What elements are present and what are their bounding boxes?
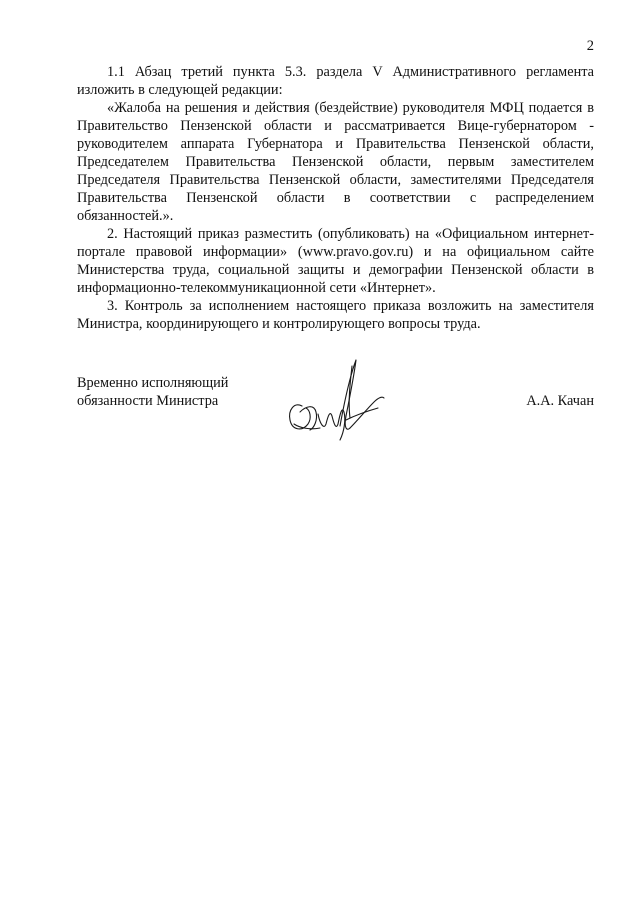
document-body: [77, 63, 594, 333]
paragraph-2: 2. Настоящий приказ разместить (опубликовать) на «Официальном интернет-портале правовой информации» (www.pravo.gov.ru) и на официальном сайте Министерства труда, социальной защиты и демографии Пензенской области в информационно-телекоммуникационной сети «Интернет».: [77, 226, 594, 296]
page-number: 2: [586, 38, 594, 54]
paragraph-quote: «Жалоба на решения и действия (бездействие) руководителя МФЦ подается в Правительство Пензенской области и рассматривается Вице-губернатором - руководителем аппарата Губернатора и Правительства Пензенской области, Председателем Правительства Пензенской области, первым заместителем Председателя Правительства Пензенской области, заместителями Председателя Правительства Пензенской области в соответствии с распределением обязанностей.».: [77, 100, 594, 224]
signer-name: А.А. Качан: [526, 393, 594, 409]
signature-block: [77, 374, 594, 464]
paragraph-1-1: 1.1 Абзац третий пункта 5.3. раздела V Административного регламента изложить в следующей редакции:: [77, 64, 594, 98]
handwritten-signature: [280, 354, 390, 446]
paragraph-3: 3. Контроль за исполнением настоящего приказа возложить на заместителя Министра, координирующего и контролирующего вопросы труда.: [77, 298, 594, 332]
signer-title-line-1: Временно исполняющий: [77, 375, 229, 391]
signer-title-line-2: обязанности Министра: [77, 393, 219, 409]
